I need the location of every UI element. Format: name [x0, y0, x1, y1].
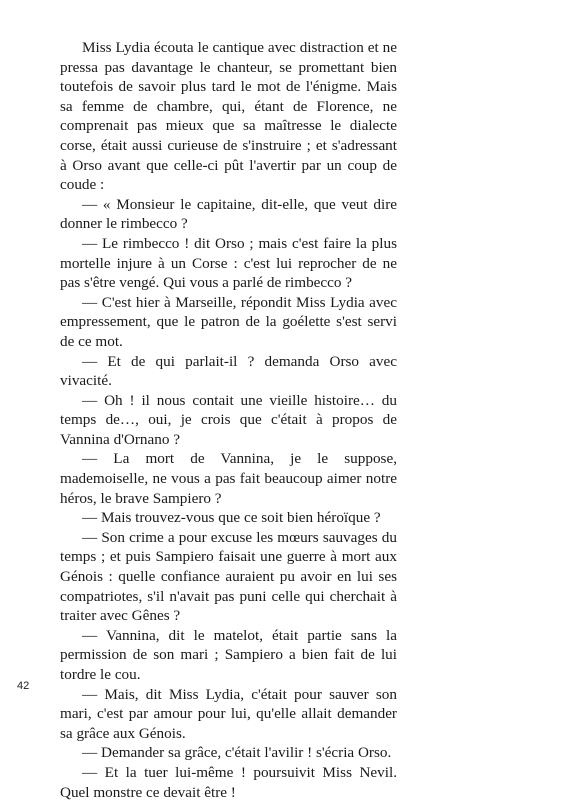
paragraph: — Et la tuer lui-même ! poursuivit Miss Nevil. Quel monstre ce devait être !	[60, 763, 397, 801]
paragraph: — La mort de Vannina, je le suppose, mademoiselle, ne vous a pas fait beaucoup aimer notre héros, le brave Sampiero ?	[60, 450, 397, 507]
paragraph: — « Monsieur le capitaine, dit-elle, que veut dire donner le rimbecco ?	[60, 195, 397, 233]
paragraph: — Mais trouvez-vous que ce soit bien héroïque ?	[82, 509, 381, 527]
paragraph: — Vannina, dit le matelot, était partie sans la permission de son mari ; Sampiero a bien fait de lui tordre le cou.	[60, 626, 397, 683]
paragraph: — Demander sa grâce, c'était l'avilir ! s'écria Orso.	[82, 744, 392, 762]
paragraph: — Son crime a pour excuse les mœurs sauvages du temps ; et puis Sampiero faisait une guerre à mort aux Génois : quelle confiance auraient pu avoir en lui ses compatriotes, s'il n'avait pas puni celle qui cherchait à traiter avec Gênes ?	[60, 528, 397, 625]
page-number: 42	[17, 680, 30, 692]
paragraph: Miss Lydia écouta le cantique avec distraction et ne pressa pas davantage le chanteur, se promettant bien toutefois de savoir plus tard le mot de l'énigme. Mais sa femme de chambre, qui, étant de Florence, ne comprenait pas mieux que sa maîtresse le dialecte corse, était aussi curieuse de s'instruire ; et s'adressant à Orso avant que celle-ci pût l'avertir par un coup de coude :	[60, 39, 397, 194]
paragraph: — Le rimbecco ! dit Orso ; mais c'est faire la plus mortelle injure à un Corse : c'est lui reprocher de ne pas s'être vengé. Qui vous a parlé de rimbecco ?	[60, 234, 397, 292]
body-text	[60, 38, 397, 802]
paragraph: — Oh ! il nous contait une vieille histoire… du temps de…, oui, je crois que c'était à propos de Vannina d'Ornano ?	[60, 391, 397, 448]
paragraph: — Mais, dit Miss Lydia, c'était pour sauver son mari, c'est par amour pour lui, qu'elle allait demander sa grâce aux Génois.	[60, 685, 397, 742]
paragraph: — C'est hier à Marseille, répondit Miss Lydia avec empressement, que le patron de la goélette s'est servi de ce mot.	[60, 293, 397, 350]
paragraph: — Et de qui parlait-il ? demanda Orso avec vivacité.	[60, 352, 397, 390]
